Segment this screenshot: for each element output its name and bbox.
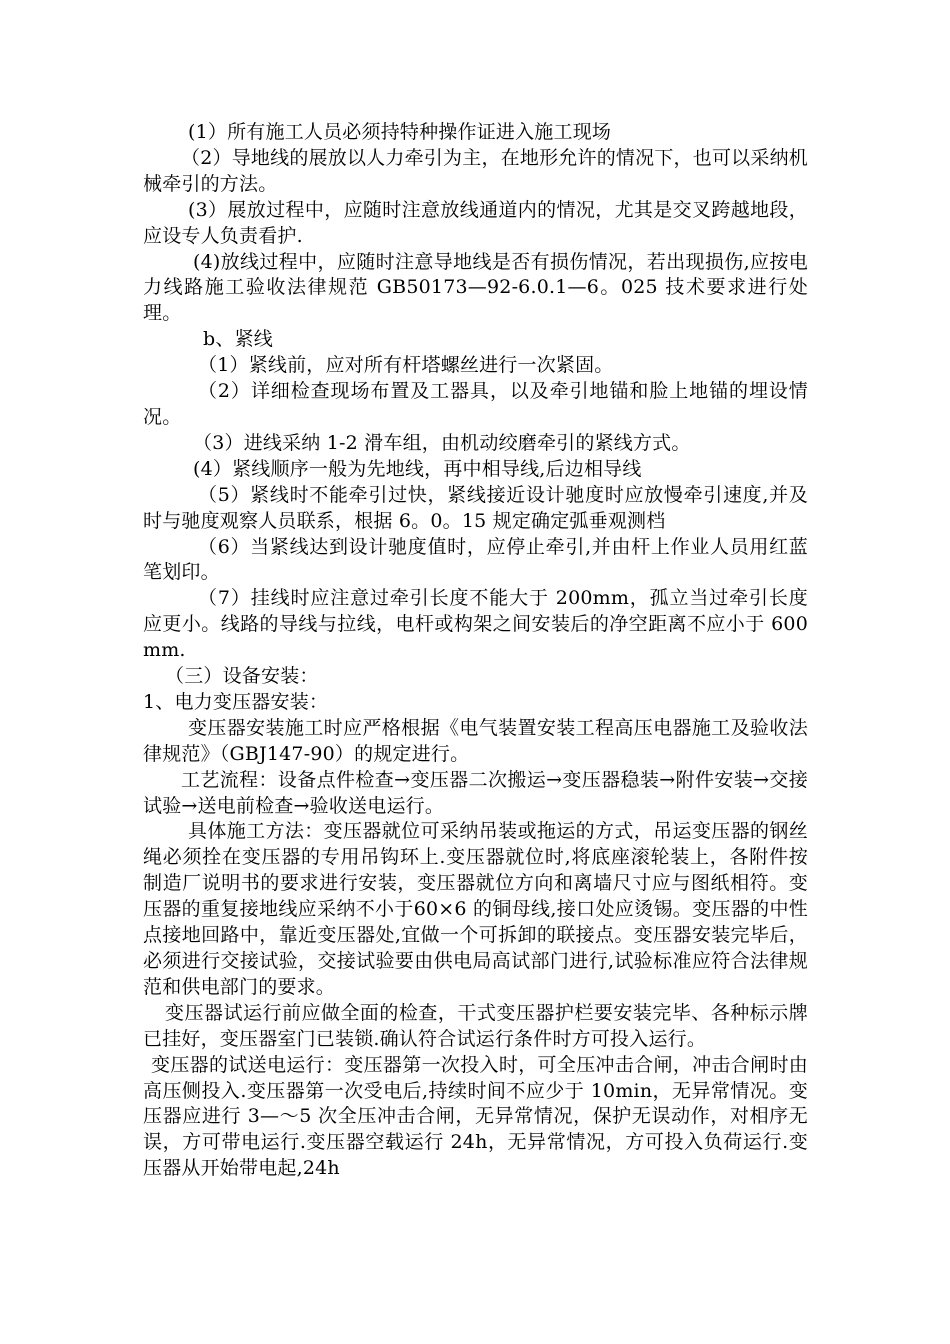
paragraph-17: 具体施工方法：变压器就位可采纳吊装或拖运的方式，吊运变压器的钢丝绳必须拴在变压器的专用吊钩环上.变压器就位时,将底座滚轮装上，各附件按制造厂说明书的要求进行安装，变压器就位方向和离墙尺寸应与图纸相符。变压器的重复接地线应采纳不小于60×6 的铜母线,接口处应烫锡。变压器的中性点接地回路中，靠近变压器处,宜做一个可拆卸的联接点。变压器安装完毕后，必须进行交接试验，交接试验要由供电局高试部门进行,试验标准应符合法律规范和供电部门的要求。 bbox=[143, 820, 808, 998]
paragraph-16: 工艺流程：设备点件检查→变压器二次搬运→变压器稳装→附件安装→交接试验→送电前检查→验收送电运行。 bbox=[143, 768, 808, 817]
subsection-heading-transformer: 1、电力变压器安装： bbox=[143, 690, 329, 713]
paragraph-6: （1）紧线前，应对所有杆塔螺丝进行一次紧固。 bbox=[198, 354, 614, 377]
paragraph-8: （3）进线采纳 1-2 滑车组，由机动绞磨牵引的紧线方式。 bbox=[193, 431, 691, 454]
paragraph-1: (1）所有施工人员必须持特种操作证进入施工现场 bbox=[188, 121, 612, 143]
paragraph-7: （2）详细检查现场布置及工器具，以及牵引地锚和脸上地锚的埋设情况。 bbox=[143, 380, 808, 428]
paragraph-15: 变压器安装施工时应严格根据《电气装置安装工程高压电器施工及验收法律规范》（GBJ147-90）的规定进行。 bbox=[143, 716, 808, 765]
paragraph-4: (4)放线过程中，应随时注意导地线是否有损伤情况，若出现损伤,应按电力线路施工验收法律规范 GB50173—92-6.0.1—6。025 技术要求进行处理。 bbox=[143, 250, 808, 325]
paragraph-18: 变压器试运行前应做全面的检查，干式变压器护栏要安装完毕、各种标示牌已挂好，变压器室门已装锁.确认符合试运行条件时方可投入运行。 bbox=[143, 1001, 808, 1050]
paragraph-19: 变压器的试送电运行：变压器第一次投入时，可全压冲击合闸，冲击合闸时由高压侧投入.变压器第一次受电后,持续时间不应少于 10min，无异常情况。变压器应进行 3—～5 次全压冲击合闸，无异常情况，保护无误动作，对相序无误，方可带电运行.变压器空载运行 24h，无异常情况，方可投入负荷运行.变压器从开始带电起,24h bbox=[143, 1053, 808, 1180]
section-heading-equipment: （三）设备安装： bbox=[165, 665, 319, 688]
paragraph-5: b、紧线 bbox=[203, 328, 273, 351]
paragraph-9: (4）紧线顺序一般为先地线，再中相导线,后边相导线 bbox=[193, 457, 642, 480]
paragraph-12: （7）挂线时应注意过牵引长度不能大于 200mm，孤立当过牵引长度应更小。线路的导线与拉线，电杆或构架之间安装后的净空距离不应小于 600mm. bbox=[143, 587, 808, 662]
paragraph-10: （5）紧线时不能牵引过快，紧线接近设计驰度时应放慢牵引速度,并及时与驰度观察人员联系，根据 6。0。15 规定确定弧垂观测档 bbox=[143, 483, 808, 532]
paragraph-3: (3）展放过程中，应随时注意放线通道内的情况，尤其是交叉跨越地段，应设专人负责看护. bbox=[143, 198, 808, 247]
document-body bbox=[143, 120, 808, 1182]
paragraph-11: （6）当紧线达到设计驰度值时，应停止牵引,并由杆上作业人员用红蓝笔划印。 bbox=[143, 535, 808, 584]
paragraph-2: （2）导地线的展放以人力牵引为主，在地形允许的情况下，也可以采纳机械牵引的方法。 bbox=[143, 146, 808, 195]
